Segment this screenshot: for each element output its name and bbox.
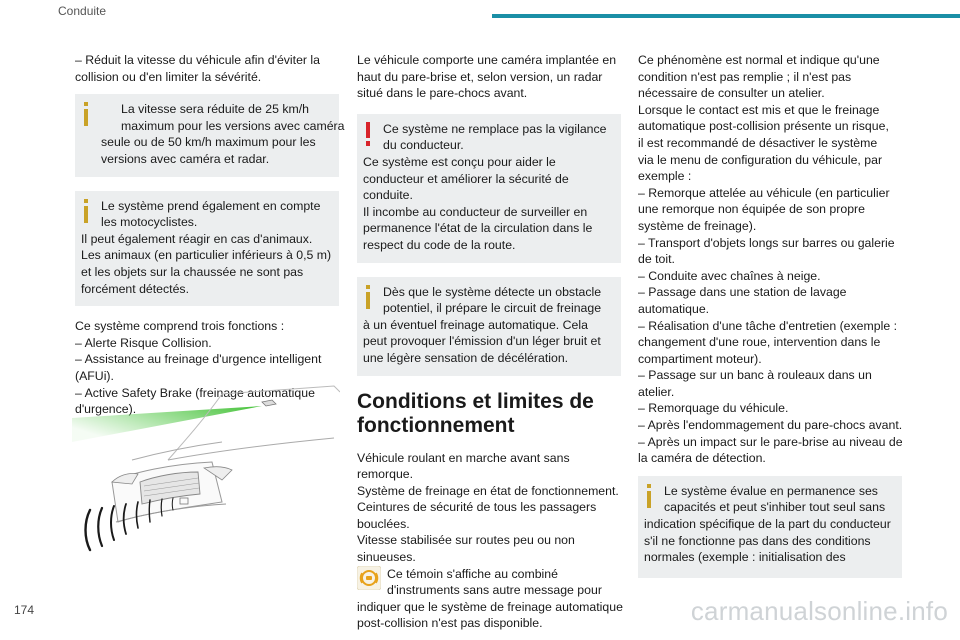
- text-line: Les animaux (en particulier inférieurs à 0,5 m): [81, 248, 332, 263]
- text-line: une légère sensation de décélération.: [363, 350, 569, 365]
- watermark: carmanualsonline.info: [690, 596, 948, 626]
- text-line: Ce phénomène est normal et indique qu'une: [638, 53, 880, 67]
- info-note-text: [81, 198, 333, 298]
- text-line: normales (exemple : initialisation des: [644, 550, 846, 565]
- text-line: Ce système comprend trois fonctions :: [75, 319, 285, 334]
- column-2: [357, 52, 621, 632]
- text-line: s'il ne fonctionne pas dans des conditions: [644, 533, 871, 548]
- text-line: Ceintures de sécurité de tous les passagers: [357, 500, 597, 515]
- text-line: nécessaire de consulter un atelier.: [638, 86, 825, 101]
- text-line: collision ou d'en limiter la sévérité.: [75, 69, 262, 84]
- text-line: sinueuses.: [357, 550, 416, 565]
- text-line: via le menu de configuration du véhicule, par: [638, 152, 883, 167]
- header-accent-bar: [492, 14, 960, 18]
- body-paragraph: [638, 52, 902, 467]
- text-line: automatique post-collision présente un risque,: [638, 119, 889, 134]
- text-line: Ce système est conçu pour aider le: [363, 154, 556, 169]
- text-line: changement d'une roue, intervention dans le: [638, 335, 881, 350]
- text-line: situé dans le pare-chocs avant.: [357, 86, 528, 101]
- text-line: Ce système ne remplace pas la vigilance: [383, 121, 607, 136]
- text-line: les motocyclistes.: [101, 215, 198, 230]
- text-line: il est recommandé de désactiver le système: [638, 135, 878, 150]
- text-line: seule ou de 50 km/h maximum pour les: [101, 135, 316, 150]
- text-line: exemple :: [638, 169, 692, 184]
- text-line: potentiel, il prépare le circuit de freinage: [383, 301, 602, 316]
- text-line: à un éventuel freinage automatique. Cela: [363, 317, 588, 332]
- column-1: [75, 52, 345, 418]
- text-line: Système de freinage en état de fonctionnement.: [357, 483, 619, 498]
- text-line: Le système prend également en compte: [101, 198, 321, 213]
- warning-note-text: [363, 121, 615, 254]
- text-line: condition n'est pas remplie ; il n'est pas: [638, 69, 852, 84]
- text-line: – Après l'endommagement du pare-chocs avant.: [638, 418, 903, 433]
- text-line: – Passage sur un banc à rouleaux dans un: [638, 368, 872, 383]
- text-line: Conditions et limites de: [357, 389, 594, 413]
- intro-paragraph: [75, 52, 339, 85]
- text-line: remorque.: [357, 467, 414, 482]
- text-line: automatique.: [638, 301, 710, 316]
- text-line: – Réduit la vitesse du véhicule afin d'éviter la: [75, 53, 321, 67]
- text-line: atelier.: [638, 384, 675, 399]
- info-note-speed: [75, 94, 345, 176]
- column-3: [638, 52, 902, 588]
- text-line: versions avec caméra et radar.: [101, 151, 270, 166]
- text-line: Le véhicule comporte une caméra implantée en: [357, 53, 617, 67]
- text-line: une remorque non équipée de son propre: [638, 202, 865, 217]
- text-line: – Alerte Risque Collision.: [75, 335, 212, 350]
- text-line: – Transport d'objets longs sur barres ou galerie: [638, 235, 895, 250]
- info-note-self-inhibit: [638, 476, 902, 578]
- text-line: du conducteur.: [383, 138, 464, 153]
- text-line: conduite.: [363, 188, 413, 203]
- text-line: – Passage dans une station de lavage: [638, 285, 847, 300]
- text-line: conducteur et améliorer la sécurité de: [363, 171, 569, 186]
- text-line: et les objets sur la chaussée ne sont pas: [81, 264, 304, 279]
- info-icon: [81, 102, 91, 126]
- text-line: d'instruments sans autre message pour: [387, 583, 602, 598]
- text-line: forcément détectés.: [81, 281, 189, 296]
- text-line: Dès que le système détecte un obstacle: [383, 284, 602, 299]
- info-note-braking: [357, 277, 621, 376]
- info-icon: [81, 199, 91, 223]
- text-line: (AFUi).: [75, 368, 114, 383]
- text-line: bouclées.: [357, 516, 410, 531]
- warning-icon: [363, 122, 373, 146]
- text-line: – Assistance au freinage d'urgence intelligent: [75, 352, 322, 367]
- page-number: 174: [14, 603, 35, 617]
- info-note-text: [81, 101, 345, 167]
- intro-paragraph: [357, 52, 621, 102]
- telltale-block: [357, 566, 621, 632]
- text-line: haut du pare-brise et, selon version, un radar: [357, 69, 603, 84]
- telltale-description: [357, 566, 621, 632]
- text-line: capacités et peut s'inhiber tout seul sans: [664, 500, 886, 515]
- text-line: Ce témoin s'affiche au combiné: [387, 566, 558, 581]
- info-note-text: [363, 284, 615, 367]
- page-header-title: Conduite: [58, 4, 107, 18]
- text-line: – Réalisation d'une tâche d'entretien (exemple :: [638, 318, 897, 333]
- info-note-text: [644, 483, 896, 566]
- info-note-motorcyclists: [75, 191, 339, 307]
- text-line: permanence l'état de la circulation dans le: [363, 221, 593, 236]
- text-line: Vitesse stabilisée sur routes peu ou non: [357, 533, 575, 548]
- text-line: – Conduite avec chaînes à neige.: [638, 268, 821, 283]
- text-line: Le système évalue en permanence ses: [664, 483, 878, 498]
- text-line: d'urgence).: [75, 402, 137, 417]
- text-line: indication spécifique de la part du conducteur: [644, 517, 891, 532]
- section-heading: [357, 390, 621, 438]
- warning-note: [357, 114, 621, 263]
- text-line: La vitesse sera réduite de 25 km/h: [121, 102, 309, 117]
- text-line: de toit.: [638, 252, 675, 267]
- text-line: – Remorquage du véhicule.: [638, 401, 789, 416]
- vehicle-camera-illustration: [72, 382, 340, 558]
- info-icon: [363, 285, 373, 309]
- text-line: respect du code de la route.: [363, 237, 516, 252]
- text-line: – Active Safety Brake (freinage automatique: [75, 385, 315, 400]
- text-line: Véhicule roulant en marche avant sans: [357, 450, 570, 465]
- text-line: indiquer que le système de freinage automatique: [357, 599, 623, 614]
- text-line: système de freinage).: [638, 218, 757, 233]
- text-line: – Remorque attelée au véhicule (en particulier: [638, 185, 890, 200]
- text-line: la caméra de détection.: [638, 451, 766, 466]
- text-line: Il peut également réagir en cas d'animaux.: [81, 231, 313, 246]
- text-line: post-collision n'est pas disponible.: [357, 616, 543, 631]
- text-line: – Après un impact sur le pare-brise au niveau de: [638, 434, 903, 449]
- conditions-paragraph: [357, 450, 621, 566]
- text-line: peut provoquer l'émission d'un léger bruit et: [363, 334, 601, 349]
- text-line: fonctionnement: [357, 413, 515, 437]
- text-line: maximum pour les versions avec caméra: [121, 118, 345, 133]
- text-line: Lorsque le contact est mis et que le freinage: [638, 102, 880, 117]
- text-line: compartiment moteur).: [638, 351, 762, 366]
- text-line: Il incombe au conducteur de surveiller en: [363, 204, 588, 219]
- info-icon: [644, 484, 654, 508]
- collision-brake-telltale-icon: [357, 566, 381, 590]
